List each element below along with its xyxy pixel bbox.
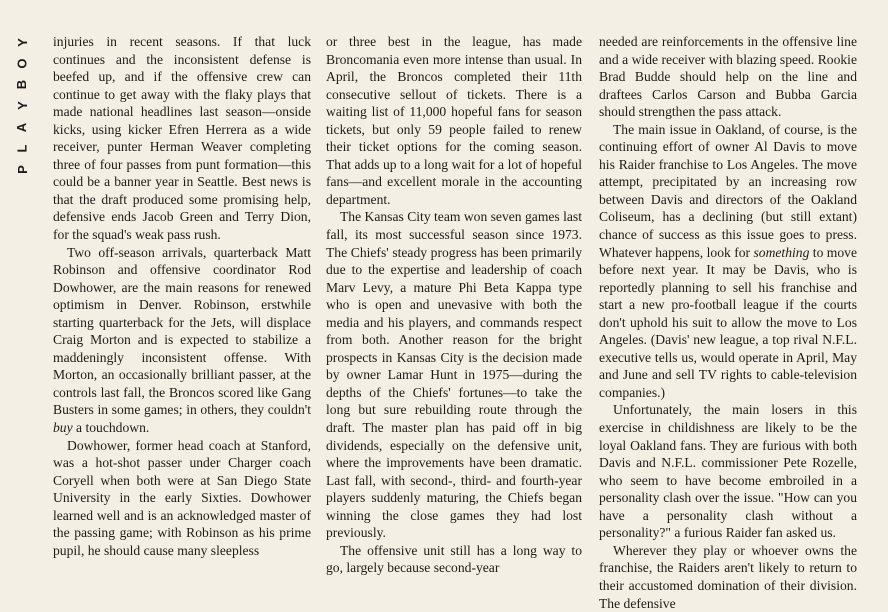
masthead-letter: O (14, 58, 30, 69)
text-column-2 (326, 33, 582, 577)
masthead-letter: P (14, 165, 30, 174)
text-run: The main issue in Oakland, of course, is the continuing effort of owner Al Davis to move his Raider franchise to Los Angeles. The move attempt, precipitated by an increasing row between Davis and directors of the Oakland Coliseum, has a declining (but still extant) chance of success as this issue goes to press. Whatever happens, look for (599, 121, 857, 260)
paragraph (326, 33, 582, 208)
masthead-letter: B (14, 80, 30, 90)
masthead-letter: Y (14, 38, 30, 47)
italic-run: buy (53, 420, 73, 436)
masthead-letter: L (14, 144, 30, 153)
text-run: Dowhower, former head coach at Stanford, was a hot-shot passer under Charger coach Coryell when both were at San Diego State University in the early Sixties. Dowhower learned well and is an acknowledged master of the passing game; with Robinson as his prime pupil, he should cause many sleepless (53, 437, 311, 558)
text-run: The offensive unit still has a long way to go, largely because second-year (326, 542, 582, 576)
text-run: a touchdown. (72, 420, 150, 436)
paragraph (599, 121, 857, 402)
masthead-letter: Y (14, 101, 30, 111)
text-run: Wherever they play or whoever owns the franchise, the Raiders aren't likely to return to their accustomed domination of their division. The defensive (599, 542, 857, 611)
paragraph (53, 437, 311, 560)
paragraph (326, 542, 582, 577)
text-run: The Kansas City team won seven games last fall, its most successful season since 1973. The Chiefs' steady progress has been primarily due to the expertise and leadership of coach Marv Levy, a mature Phi Beta Kappa type who is open and unevasive with both the media and his players, and commands respect from both. Another reason for the bright prospects in Kansas City is the decision made by owner Lamar Hunt in 1975—during the depths of the Chiefs' fortunes—to take the long but sure rebuilding route through the draft. The master plan has paid off in big dividends, especially on the defensive unit, where the improvements have been dramatic. Last fall, with second-, third- and fourth-year players suddenly maturing, the Chiefs began winning the close games they had lost previously. (326, 209, 582, 541)
playboy-vertical-masthead (10, 36, 34, 176)
text-run: or three best in the league, has made Broncomania even more intense than usual. In April, the Broncos completed their 11th consecutive sellout of tickets. There is a waiting list of 11,000 hopeful fans for season tickets, but only 59 people failed to renew their ticket options for the coming season. That adds up to a long wait for a lot of hopeful fans—and excellent morale in the accounting department. (326, 34, 582, 207)
masthead-letter: A (14, 122, 30, 132)
paragraph (599, 401, 857, 541)
paragraph (326, 208, 582, 541)
paragraph (599, 542, 857, 612)
text-run: Two off-season arrivals, quarterback Matt Robinson and offensive coordinator Rod Dowhower, are the main reasons for renewed optimism in Denver. Robinson, erstwhile starting quarterback for the Jets, will displace Craig Morton and is expected to stabilize a maddeningly inconsistent offense. With Morton, an occasionally brilliant passer, at the controls last fall, the Broncos scored like Gang Busters in some games; in others, they couldn't (53, 244, 311, 418)
text-run: to move before next year. It may be Davis, who is reportedly planning to sell his franchise and start a new pro-football league if the courts don't uphold his suit to allow the move to Los Angeles. (Davis' new league, a top rival N.F.L. executive tells us, would operate in April, May and June and sell TV rights to cable-television companies.) (599, 244, 857, 400)
text-column-1 (53, 33, 311, 559)
text-column-3 (599, 33, 857, 612)
text-run: injuries in recent seasons. If that luck continues and the inconsistent defense is beefed up, and if the offensive crew can continue to get away with the flaky plays that made national headlines last season—onside kicks, using kicker Efren Herrera as a wide receiver, punter Herman Weaver completing three of four passes from punt formation—this could be a banner year in Seattle. Best news is that the draft produced some promising help, defensive ends Jacob Green and Terry Dion, for the squad's weak pass rush. (53, 34, 311, 243)
paragraph (53, 33, 311, 244)
text-run: Unfortunately, the main losers in this exercise in childishness are likely to be the loyal Oakland fans. They are furious with both Davis and N.F.L. commissioner Pete Rozelle, who seem to have become embroiled in a personality clash over the issue. "How can you have a personality clash without a personality?" a furious Raider fan asked us. (599, 402, 857, 541)
italic-run: something (753, 244, 810, 260)
text-run: needed are reinforcements in the offensive line and a wide receiver with blazing speed. Rookie Brad Budde should help on the line and draftees Carlos Carson and Bubba Garcia should strengthen the pass attack. (599, 34, 857, 120)
paragraph (53, 244, 311, 437)
paragraph (599, 33, 857, 121)
